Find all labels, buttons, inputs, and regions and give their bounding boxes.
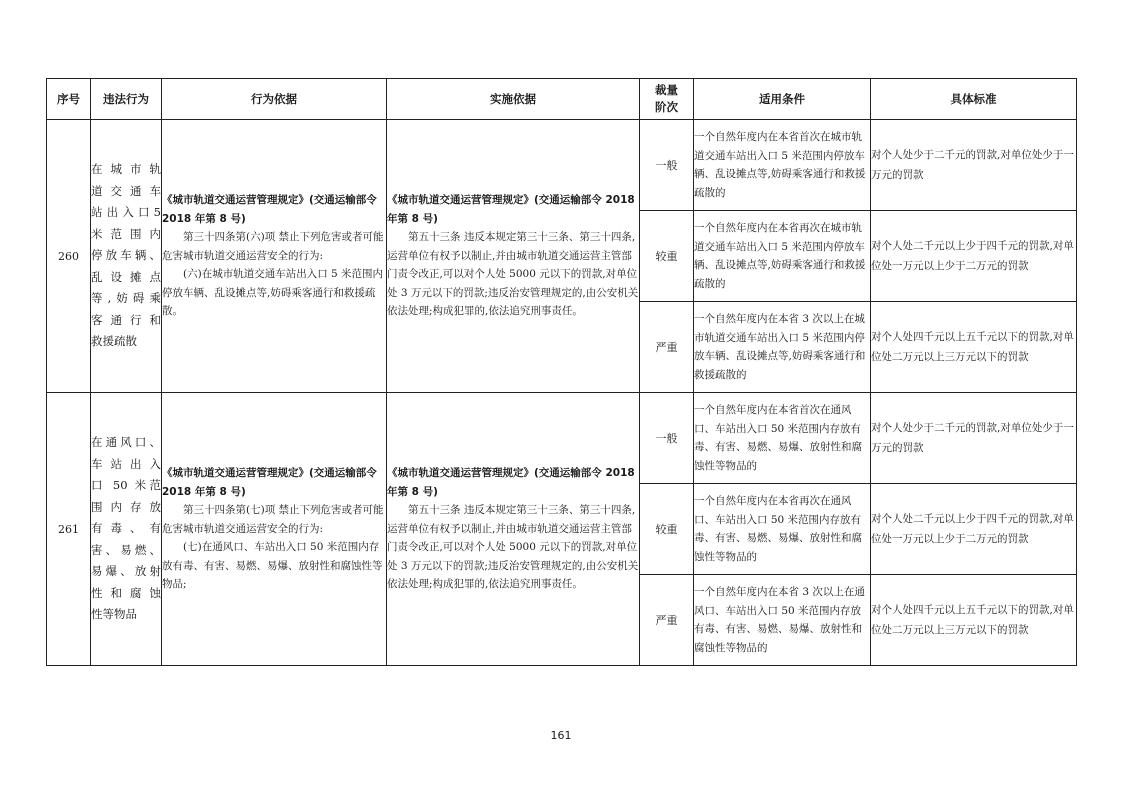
header-basis: 行为依据	[162, 79, 387, 120]
regulation-title: 《城市轨道交通运营管理规定》(交通运输部令 2018 年第 8 号)	[387, 467, 635, 498]
regulation-title: 《城市轨道交通运营管理规定》(交通运输部令 2018 年第 8 号)	[162, 194, 377, 225]
violation-line: 道交通车	[91, 183, 161, 198]
violation-line: 口 50 米范	[91, 478, 161, 493]
discretion-level: 较重	[640, 484, 694, 575]
violation-line: 客通行和	[91, 312, 161, 327]
violation-line: 救援疏散	[91, 334, 137, 349]
regulation-title: 《城市轨道交通运营管理规定》(交通运输部令 2018 年第 8 号)	[387, 194, 635, 225]
impl-paragraph: 第五十三条 违反本规定第三十三条、第三十四条,运营单位有权予以制止,并由城市轨道交通运营主管部门责令改正,可以对个人处 5000 元以下的罚款,对单位处 3 万元以下的罚款;违反治安管理规定的,由公安机关依法处理;构成犯罪的,依法追究刑事责任。	[387, 231, 639, 318]
header-row	[47, 79, 1077, 120]
violation-line: 乱设摊点	[91, 269, 161, 284]
basis-paragraph: (七)在通风口、车站出入口 50 米范围内存放有毒、有害、易燃、易爆、放射性和腐蚀性等物品;	[162, 541, 383, 591]
violation-cell	[91, 120, 162, 393]
violation-line: 站出入口5	[91, 205, 161, 220]
penalty-standard: 对个人处四千元以上五千元以下的罚款,对单位处二万元以上三万元以下的罚款	[871, 302, 1077, 393]
implementation-basis-cell	[387, 120, 640, 393]
violation-line: 车站出入	[91, 456, 161, 471]
penalty-standard: 对个人处少于二千元的罚款,对单位处少于一万元的罚款	[871, 393, 1077, 484]
legal-basis-cell	[162, 393, 387, 666]
applicable-condition: 一个自然年度内在本省 3 次以上在城市轨道交通车站出入口 5 米范围内停放车辆、乱设摊点等,妨碍乘客通行和救援疏散的	[694, 302, 871, 393]
violation-line: 停放车辆、	[91, 248, 161, 263]
table-row	[47, 393, 1077, 484]
regulation-title: 《城市轨道交通运营管理规定》(交通运输部令 2018 年第 8 号)	[162, 467, 377, 498]
header-level-line: 裁量	[655, 83, 678, 97]
impl-paragraph: 第五十三条 违反本规定第三十三条、第三十四条,运营单位有权予以制止,并由城市轨道交通运营主管部门责令改正,可以对个人处 5000 元以下的罚款,对单位处 3 万元以下的罚款;违反治安管理规定的,由公安机关依法处理;构成犯罪的,依法追究刑事责任。	[387, 504, 639, 591]
basis-paragraph: 第三十四条第(七)项 禁止下列危害或者可能危害城市轨道交通运营安全的行为:	[162, 504, 384, 535]
page-number: 161	[550, 729, 572, 742]
applicable-condition: 一个自然年度内在本省首次在通风口、车站出入口 50 米范围内存放有毒、有害、易燃、易爆、放射性和腐蚀性等物品的	[694, 393, 871, 484]
discretion-level: 严重	[640, 302, 694, 393]
violation-line: 害、易燃、	[91, 542, 161, 557]
violation-line: 性等物品	[91, 607, 137, 622]
penalty-standard: 对个人处四千元以上五千元以下的罚款,对单位处二万元以上三万元以下的罚款	[871, 575, 1077, 666]
violation-line: 易爆、放射	[91, 564, 161, 579]
penalty-standard: 对个人处二千元以上少于四千元的罚款,对单位处一万元以上少于二万元的罚款	[871, 211, 1077, 302]
header-level-line: 阶次	[655, 100, 678, 114]
row-number: 260	[47, 120, 91, 393]
implementation-basis-cell	[387, 393, 640, 666]
applicable-condition: 一个自然年度内在本省首次在城市轨道交通车站出入口 5 米范围内停放车辆、乱设摊点等,妨碍乘客通行和救援疏散的	[694, 120, 871, 211]
violation-line: 有毒、有	[91, 521, 161, 536]
violation-line: 在城市轨	[91, 162, 161, 177]
violation-line: 性和腐蚀	[91, 585, 161, 600]
violation-line: 等,妨碍乘	[91, 291, 161, 306]
header-no: 序号	[47, 79, 91, 120]
header-act: 违法行为	[91, 79, 162, 120]
basis-paragraph: (六)在城市轨道交通车站出入口 5 米范围内停放车辆、乱设摊点等,妨碍乘客通行和救援疏散。	[162, 268, 384, 318]
discretion-level: 较重	[640, 211, 694, 302]
applicable-condition: 一个自然年度内在本省 3 次以上在通风口、车站出入口 50 米范围内存放有毒、有害、易燃、易爆、放射性和腐蚀性等物品的	[694, 575, 871, 666]
penalty-standard: 对个人处二千元以上少于四千元的罚款,对单位处一万元以上少于二万元的罚款	[871, 484, 1077, 575]
applicable-condition: 一个自然年度内在本省再次在城市轨道交通车站出入口 5 米范围内停放车辆、乱设摊点等,妨碍乘客通行和救援疏散的	[694, 211, 871, 302]
discretion-level: 一般	[640, 393, 694, 484]
header-cond: 适用条件	[694, 79, 871, 120]
penalty-standards-table	[46, 78, 1077, 666]
violation-cell	[91, 393, 162, 666]
penalty-standard: 对个人处少于二千元的罚款,对单位处少于一万元的罚款	[871, 120, 1077, 211]
table-row	[47, 120, 1077, 211]
header-level	[640, 79, 694, 120]
basis-paragraph: 第三十四条第(六)项 禁止下列危害或者可能危害城市轨道交通运营安全的行为:	[162, 231, 384, 262]
row-number: 261	[47, 393, 91, 666]
discretion-level: 一般	[640, 120, 694, 211]
violation-line: 围内存放	[91, 499, 161, 514]
violation-line: 在通风口、	[91, 435, 161, 450]
header-std: 具体标准	[871, 79, 1077, 120]
applicable-condition: 一个自然年度内在本省再次在通风口、车站出入口 50 米范围内存放有毒、有害、易燃、易爆、放射性和腐蚀性等物品的	[694, 484, 871, 575]
violation-line: 米范围内	[91, 226, 161, 241]
header-impl: 实施依据	[387, 79, 640, 120]
legal-basis-cell	[162, 120, 387, 393]
discretion-level: 严重	[640, 575, 694, 666]
